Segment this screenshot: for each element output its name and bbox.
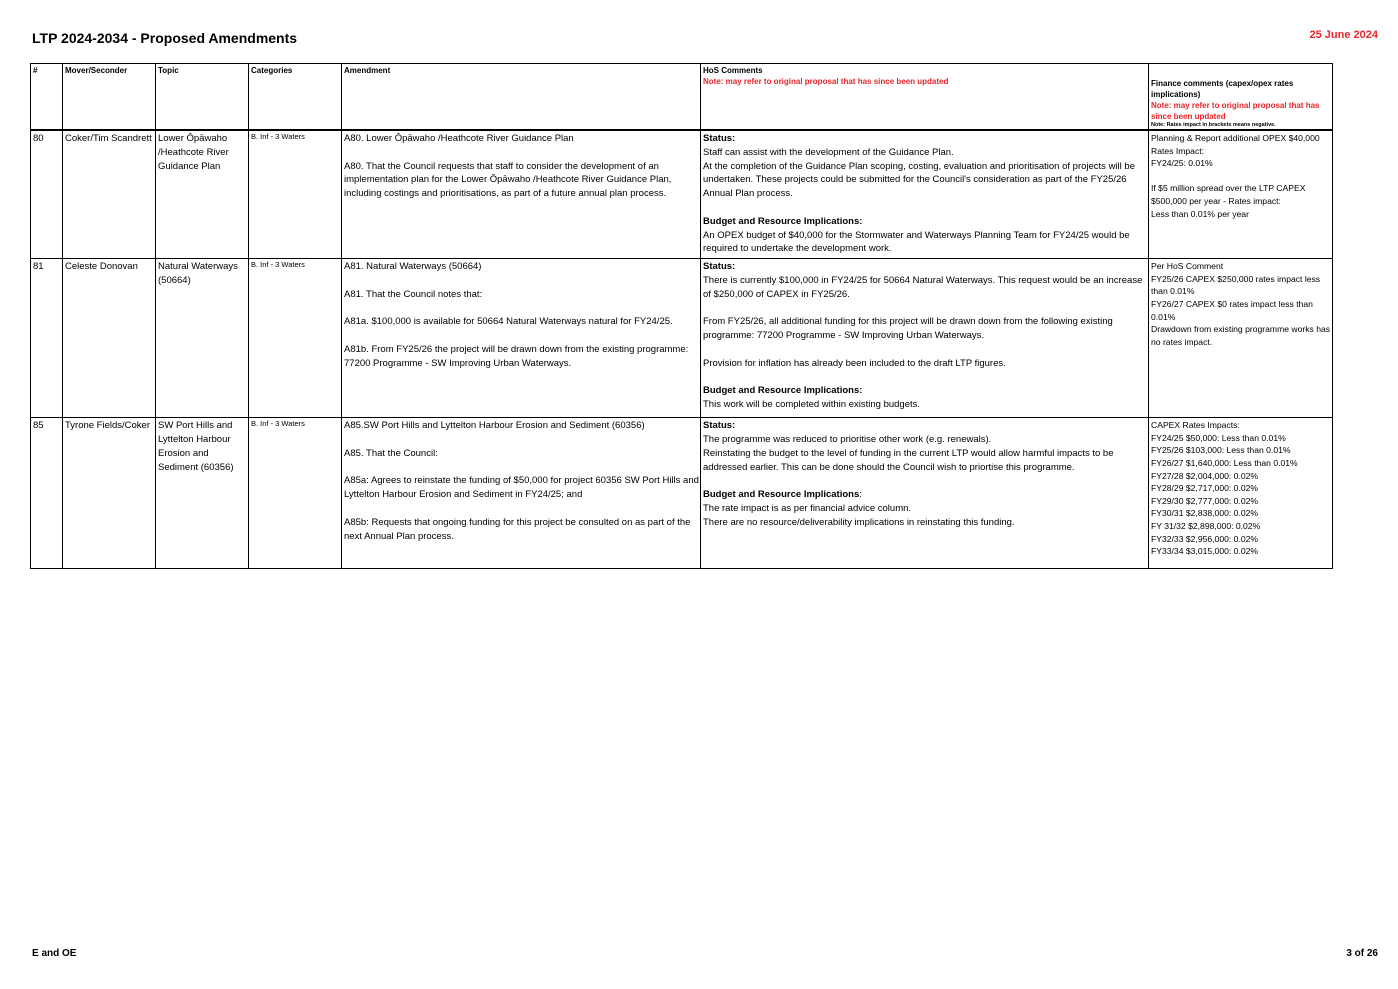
amendment-text: A85a: Agrees to reinstate the funding of $50,000 for project 60356 SW Port Hills and Lyttelton Harbour Erosion and Sediment in FY24/25; and: [344, 475, 699, 501]
col-header-finance: [1149, 64, 1333, 131]
status-text: Provision for inflation has already been included to the draft LTP figures.: [703, 357, 1006, 369]
table-row: [31, 130, 1333, 259]
row-finance-comments: [1149, 130, 1333, 259]
finance-text: Drawdown from existing programme works has no rates impact.: [1151, 324, 1331, 347]
finance-header-label: Finance comments (capex/opex rates implications): [1151, 79, 1294, 99]
row-category: B. Inf - 3 Waters: [249, 418, 342, 569]
budget-label: Budget and Resource Implications:: [703, 215, 863, 227]
amendment-text: A85b: Requests that ongoing funding for this project be consulted on as part of the next Annual Plan process.: [344, 516, 691, 542]
table-row: [31, 259, 1333, 418]
status-label: Status:: [703, 133, 736, 144]
finance-text: If $5 million spread over the LTP CAPEX $500,000 per year - Rates impact:: [1151, 183, 1306, 206]
finance-text: Per HoS Comment: [1151, 261, 1224, 272]
budget-text: An OPEX budget of $40,000 for the Stormwater and Waterways Planning Team for FY24/25 would be required to undertake the development work.: [703, 229, 1130, 255]
finance-text: FY28/29 $2,717,000: 0.02%: [1151, 483, 1259, 494]
row-amendment: [342, 418, 701, 569]
table-header-row: [31, 64, 1333, 131]
finance-text: FY26/27 $1,640,000: Less than 0.01%: [1151, 457, 1298, 468]
col-header-categories: Categories: [249, 64, 342, 131]
row-num: 81: [31, 259, 63, 418]
status-text: There is currently $100,000 in FY24/25 for 50664 Natural Waterways. This request would be an increase of $250,000 of CAPEX in FY25/26.: [703, 274, 1143, 300]
col-header-topic: Topic: [156, 64, 249, 131]
row-mover: Tyrone Fields/Coker: [63, 418, 156, 569]
status-text: Staff can assist with the development of the Guidance Plan.: [703, 146, 954, 158]
budget-heading: Budget and Resource Implications:: [703, 489, 862, 501]
finance-text: FY29/30 $2,777,000: 0.02%: [1151, 495, 1259, 506]
row-num: 80: [31, 130, 63, 259]
finance-text: CAPEX Rates Impacts:: [1151, 420, 1240, 431]
footer-disclaimer: E and OE: [32, 948, 77, 959]
status-text: At the completion of the Guidance Plan scoping, costing, evaluation and prioritisation of projects will be undertaken. These projects could be submitted for the Council's consideration as part of the FY25/26 Annual Plan process.: [703, 160, 1135, 200]
budget-text: There are no resource/deliverability implications in reinstating this funding.: [703, 516, 1015, 528]
amendment-title: A81. Natural Waterways (50664): [344, 261, 482, 273]
row-amendment: [342, 259, 701, 418]
row-hos-comments: [701, 259, 1149, 418]
budget-text: This work will be completed within existing budgets.: [703, 399, 921, 411]
finance-text: FY25/26 CAPEX $250,000 rates impact less than 0.01%: [1151, 273, 1321, 297]
col-header-hos: [701, 64, 1149, 131]
finance-text: FY24/25 $50,000: Less than 0.01%: [1151, 432, 1286, 443]
row-hos-comments: [701, 418, 1149, 569]
row-finance-comments: [1149, 418, 1333, 569]
status-text: Reinstating the budget to the level of funding in the current LTP would allow harmful impacts to be addressed earlier. This can be done should the Council wish to priortise this programme.: [703, 447, 1114, 473]
amendments-table: [30, 63, 1333, 569]
finance-text: Less than 0.01% per year: [1151, 208, 1249, 219]
amendment-title: A80. Lower Ōpāwaho /Heathcote River Guidance Plan: [344, 133, 574, 144]
amendment-text: A81a. $100,000 is available for 50664 Natural Waterways natural for FY24/25.: [344, 316, 673, 328]
finance-text: FY32/33 $2,956,000: 0.02%: [1151, 533, 1259, 544]
finance-text: FY 31/32 $2,898,000: 0.02%: [1151, 520, 1261, 531]
row-mover: Celeste Donovan: [63, 259, 156, 418]
document-date: 25 June 2024: [1309, 29, 1378, 41]
finance-text: FY27/28 $2,004,000: 0.02%: [1151, 470, 1259, 481]
hos-header-label: HoS Comments: [703, 66, 763, 75]
amendment-text: A81. That the Council notes that:: [344, 288, 483, 300]
amendment-text: A85. That the Council:: [344, 447, 438, 459]
row-num: 85: [31, 418, 63, 569]
status-text: From FY25/26, all additional funding for this project will be drawn down from the following existing programme: 77200 Programme - SW Improving Urban Waterways.: [703, 316, 1113, 342]
budget-label: Budget and Resource Implications:: [703, 385, 863, 397]
finance-header-small-note: Note: Rates impact in brackets means negative.: [1151, 122, 1276, 128]
finance-text: FY33/34 $3,015,000: 0.02%: [1151, 546, 1259, 557]
col-header-amendment: Amendment: [342, 64, 701, 131]
row-amendment: [342, 130, 701, 259]
row-category: B. Inf - 3 Waters: [249, 130, 342, 259]
row-mover: Coker/Tim Scandrett: [63, 130, 156, 259]
finance-header-note: Note: may refer to original proposal that has since been updated: [1151, 101, 1320, 121]
row-topic: Lower Ōpāwaho /Heathcote River Guidance Plan: [156, 130, 249, 259]
row-topic: SW Port Hills and Lyttelton Harbour Erosion and Sediment (60356): [156, 418, 249, 569]
row-finance-comments: [1149, 259, 1333, 418]
page-number: 3 of 26: [1346, 948, 1378, 959]
finance-text: FY25/26 $103,000: Less than 0.01%: [1151, 445, 1291, 456]
status-label: Status:: [703, 261, 736, 273]
row-hos-comments: [701, 130, 1149, 259]
status-text: The programme was reduced to prioritise other work (e.g. renewals).: [703, 433, 992, 445]
col-header-mover: Mover/Seconder: [63, 64, 156, 131]
col-header-num: #: [31, 64, 63, 131]
page-title: LTP 2024-2034 - Proposed Amendments: [32, 30, 298, 46]
budget-label: Budget and Resource Implications: [703, 489, 860, 501]
budget-text: The rate impact is as per financial advice column.: [703, 502, 912, 514]
finance-text: Planning & Report additional OPEX $40,000: [1151, 133, 1320, 143]
amendment-title: A85.SW Port Hills and Lyttelton Harbour Erosion and Sediment (60356): [344, 420, 645, 432]
amendment-text: A80. That the Council requests that staff to consider the development of an implementation plan for the Lower Ōpāwaho /Heathcote River Guidance Plan, including costings and prioritisations, as part of a future annual plan process.: [344, 160, 672, 200]
finance-text: Rates Impact:: [1151, 145, 1205, 156]
row-topic: Natural Waterways (50664): [156, 259, 249, 418]
status-label: Status:: [703, 420, 736, 432]
amendment-text: A81b. From FY25/26 the project will be drawn down from the existing programme: 77200 Programme - SW Improving Urban Waterways.: [344, 343, 689, 369]
finance-text: FY26/27 CAPEX $0 rates impact less than 0.01%: [1151, 298, 1313, 322]
finance-text: FY30/31 $2,838,000: 0.02%: [1151, 508, 1259, 519]
hos-header-note: Note: may refer to original proposal that has since been updated: [703, 77, 949, 86]
table-row: [31, 418, 1333, 569]
row-category: B. Inf - 3 Waters: [249, 259, 342, 418]
finance-text: FY24/25: 0.01%: [1151, 158, 1213, 169]
